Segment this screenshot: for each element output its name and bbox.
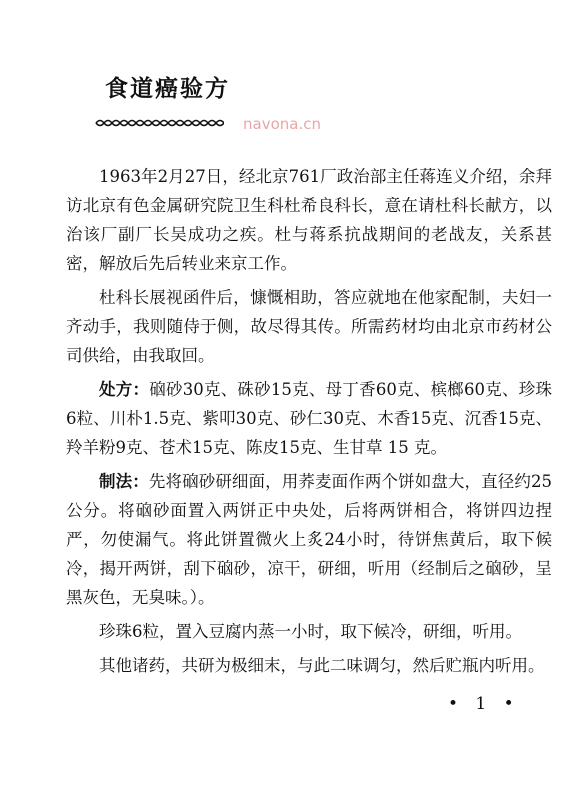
paragraph-final: 其他诸药，共研为极细末，与此二味调匀，然后贮瓶内听用。 bbox=[99, 656, 545, 675]
paragraph-prescription bbox=[66, 375, 552, 462]
page-number: • 1 • bbox=[448, 694, 520, 714]
method-text: 先将硇砂研细面，用荞麦面作两个饼如盘大，直径约25公分。将硇砂面置入两饼正中央处，后将两饼相合，将饼四边捏严，勿使漏气。将此饼置微火上炙24小时，待饼焦黄后，取下候冷，揭开两饼，刮下硇砂，凉干，研细，听用（经制后之硇砂，呈黑灰色，无臭味。）。 bbox=[66, 472, 553, 607]
paragraph-preparation-context: 杜科长展视函件后，慷慨相助，答应就地在他家配制，夫妇一齐动手，我则随侍于侧，故尽得其传。所需药材均由北京市药材公司供给，由我取回。 bbox=[66, 288, 552, 365]
decorative-divider bbox=[94, 117, 224, 129]
page-title: 食道癌验方 bbox=[105, 76, 230, 102]
method-label: 制法： bbox=[99, 472, 149, 491]
watermark-text: navona.cn bbox=[243, 115, 321, 133]
paragraph-intro: 1963年2月27日，经北京761厂政治部主任蒋连义介绍，余拜访北京有色金属研究院卫生科杜希良科长，意在请杜科长献方，以治该厂副厂长吴成功之疾。杜与蒋系抗战期间的老战友，关系甚密，解放后先后转业来京工作。 bbox=[66, 167, 552, 273]
article-body bbox=[66, 162, 552, 685]
prescription-label: 处方： bbox=[99, 380, 150, 399]
paragraph-pearl: 珍珠6粒，置入豆腐内蒸一小时，取下候冷，研细，听用。 bbox=[99, 622, 522, 641]
prescription-text: 硇砂30克、硃砂15克、母丁香60克、槟榔60克、珍珠6粒、川朴1.5克、紫叩30克、砂仁30克、木香15克、沉香15克、羚羊粉9克、苍术15克、陈皮15克、生甘草 15 克。 bbox=[66, 380, 553, 457]
paragraph-method bbox=[66, 467, 552, 612]
